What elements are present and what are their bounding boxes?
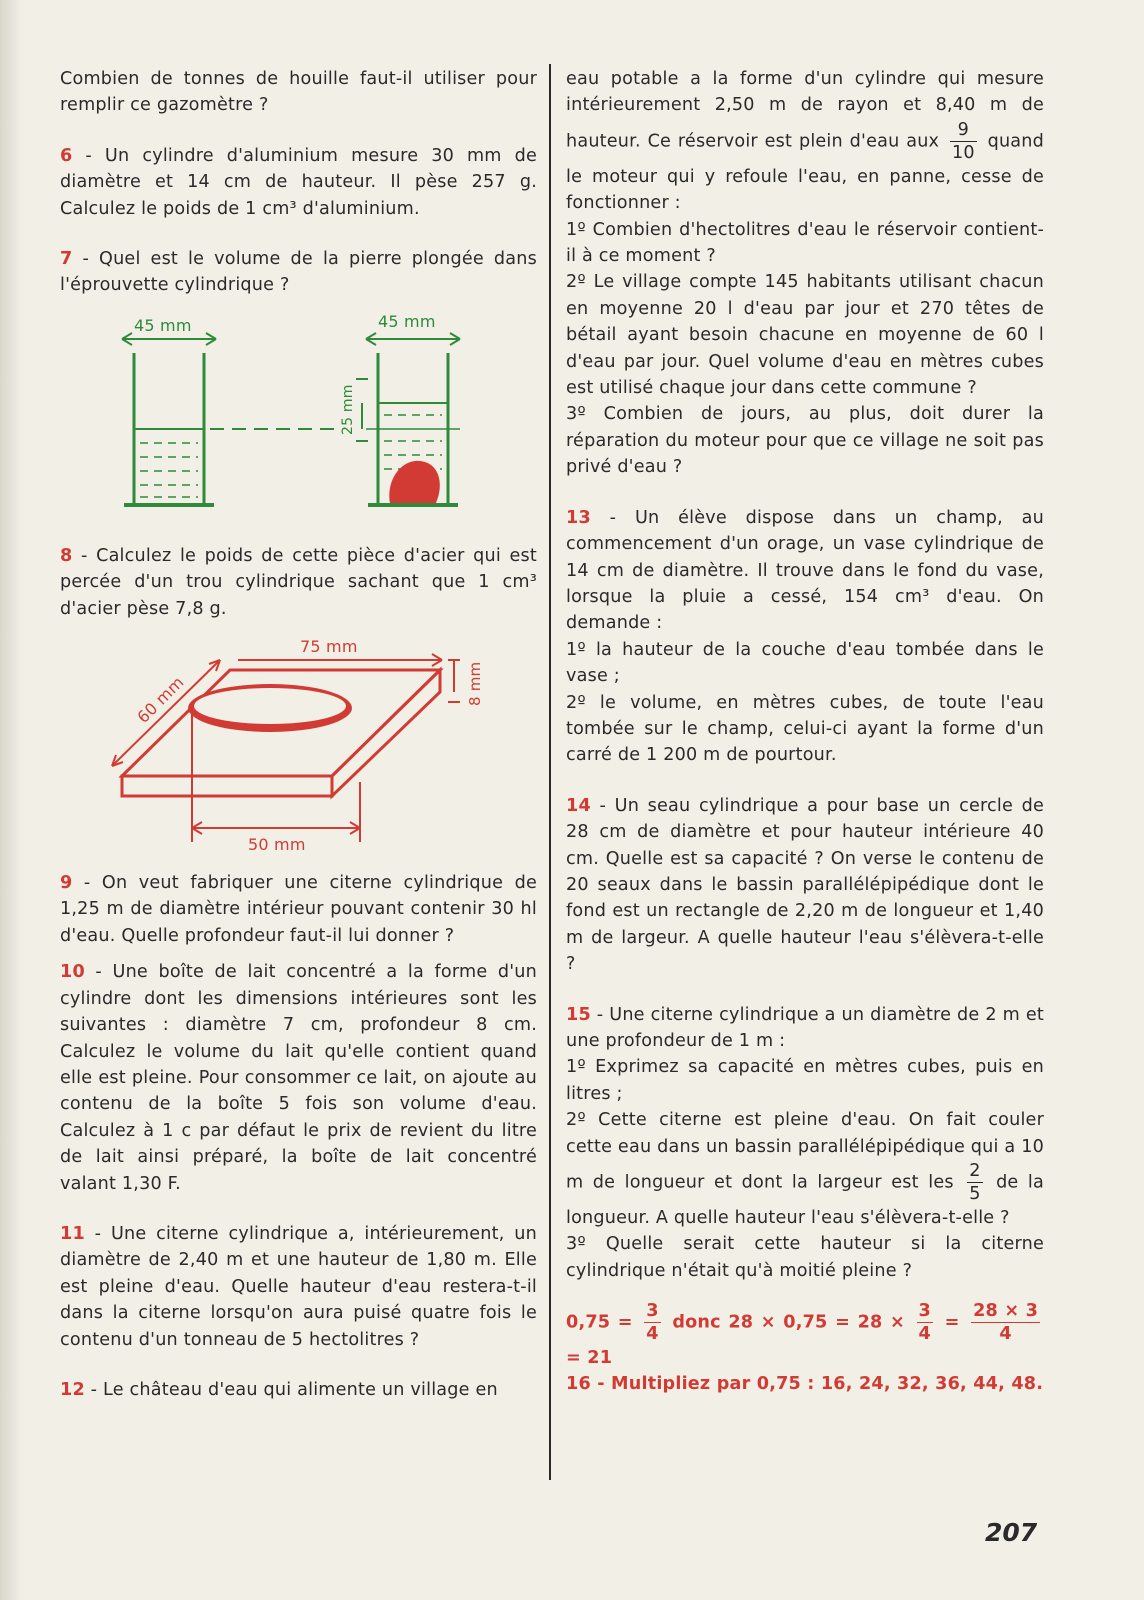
exercise-13-question-1: 1º la hauteur de la couche d'eau tombée dans le vase ;: [566, 639, 1044, 687]
exercise-text: - Quel est le volume de la pierre plongée dans l'éprouvette cylindrique ?: [60, 249, 537, 296]
exercise-number: 11: [60, 1223, 85, 1244]
exercise-text: - Multipliez par 0,75 : 16, 24, 32, 36, 44, 48.: [590, 1374, 1044, 1395]
exercise-text: - Calculez le poids de cette pièce d'acier qui est percée d'un trou cylindrique sachant que 1 cm³ d'acier pèse 7,8 g.: [60, 545, 537, 619]
fraction-denominator: 4: [918, 1324, 931, 1345]
worked-example: [566, 1300, 1044, 1371]
exercise-number: 6: [60, 145, 73, 166]
exercise-9: [60, 870, 537, 949]
figure-label-width-right: 45 mm: [378, 311, 436, 331]
exercise-13-question-2: 2º le volume, en mètres cubes, de toute l'eau tombée sur le champ, celui-ci ayant la forme d'un carré de 1 200 m de pourtour.: [566, 692, 1044, 766]
exercise-14: [566, 793, 1044, 978]
exercise-11: [60, 1221, 537, 1353]
exercise-text: - Une citerne cylindrique a un diamètre de 2 m et une profondeur de 1 m :: [566, 1004, 1044, 1051]
exercise-text: - On veut fabriquer une citerne cylindrique de 1,25 m de diamètre intérieur pouvant contenir 30 hl d'eau. Quelle profondeur faut-il lui donner ?: [60, 873, 537, 946]
figure-label-thickness: 8 mm: [466, 661, 484, 707]
exercise-10: [60, 959, 537, 1197]
exercise-text: 2º Cette citerne est pleine d'eau. On fait couler cette eau dans un bassin parallélépipédique qui a 10 m de longueur et dont la largeur est: [566, 1110, 1044, 1193]
exercise-text: - Le château d'eau qui alimente un village en: [84, 1379, 498, 1400]
fraction: [971, 1300, 1040, 1345]
exercise-number: 16: [566, 1374, 591, 1395]
figure-label-height: 25 mm: [340, 384, 356, 435]
exercise-text: eau potable a la forme d'un cylindre qui mesure intérieurement 2,50 m de rayon et 8,40 m de hauteur. Ce réservoir est plein d'eau aux: [566, 69, 1044, 152]
fraction-denominator: 4: [646, 1324, 659, 1345]
intro-text: Combien de tonnes de houille faut-il utiliser pour remplir ce gazomètre ?: [60, 69, 537, 116]
fraction-denominator: 4: [999, 1324, 1012, 1345]
calc-part: =: [944, 1312, 960, 1333]
figure-label-width: 60 mm: [133, 672, 188, 727]
exercise-number: 10: [60, 962, 85, 983]
exercise-text: - Un seau cylindrique a pour base un cercle de 28 cm de diamètre et pour hauteur intérieure 40 cm. Quelle est sa capacité ? On verse le contenu de 20 seaux dans le bassin parallélépipédique dont le fond est un rectangle de 2,20 m de longueur et 1,40 m de largeur. A quelle hauteur l'eau s'élèvera-t-elle ?: [566, 795, 1044, 975]
calc-part: = 21: [566, 1348, 613, 1369]
exercise-text: - Un élève dispose dans un champ, au commencement d'un orage, un vase cylindrique de 14 cm de diamètre. Il trouve dans le fond du vase, lorsque la pluie a cessé, 154 cm³ d'eau. On demande :: [566, 507, 1044, 634]
figure-label-width-left: 45 mm: [134, 315, 192, 335]
exercise-8: [60, 543, 537, 622]
fraction: [644, 1300, 660, 1345]
exercise-16: [566, 1371, 1044, 1397]
exercise-number: 7: [60, 249, 73, 270]
fraction: [967, 1160, 982, 1205]
fraction: [950, 119, 977, 164]
exercise-text: les: [928, 1172, 954, 1193]
fraction-numerator: 3: [646, 1301, 659, 1322]
exercise-12: [60, 1377, 537, 1403]
fraction-denominator: 5: [969, 1184, 981, 1205]
exercise-12-question-1: 1º Combien d'hectolitres d'eau le réservoir contient-il à ce moment ?: [566, 219, 1044, 267]
exercise-12-question-2: 2º Le village compte 145 habitants utilisant chacun en moyenne 20 l d'eau par jour et 270 têtes de bétail ayant besoin chacune en moyenne de 60 l d'eau par jour. Quel volume d'eau en mètres cubes est utilisé chaque jour dans cette commune ?: [566, 272, 1044, 399]
exercise-number: 14: [566, 795, 591, 816]
figure-graduated-cylinders: [60, 309, 480, 519]
exercise-text: quand le moteur qui y refoule l'eau, en panne, cesse de fonctionner :: [566, 131, 1045, 214]
figure-steel-plate: [60, 632, 510, 856]
exercise-text: - Une boîte de lait concentré a la forme d'un cylindre dont les dimensions intérieures sont les suivantes : diamètre 7 cm, profondeur 8 cm. Calculez le volume du lait qu'elle contient quand elle est pleine. Pour consommer ce lait, on ajoute au contenu de la boîte 5 fois son volume d'eau. Calculez à 1 c par défaut le prix de revient du litre de lait ainsi préparé, la boîte de lait concentré valant 1,30 F.: [60, 962, 537, 1194]
fraction-numerator: 9: [950, 119, 977, 142]
right-column: [566, 66, 1044, 1398]
exercise-text: - Une citerne cylindrique a, intérieurement, un diamètre de 2,40 m et une hauteur de 1,80 m. Elle est pleine d'eau. Quelle hauteur d'eau restera-t-il dans la citerne lorsqu'on aura puisé quatre fois le contenu d'un tonneau de 5 hectolitres ?: [60, 1223, 537, 1350]
exercise-15-question-3: 3º Quelle serait cette hauteur si la citerne cylindrique n'était qu'à moitié pleine ?: [566, 1234, 1044, 1281]
exercise-text: - Un cylindre d'aluminium mesure 30 mm de diamètre et 14 cm de hauteur. Il pèse 257 g. Calculez le poids de 1 cm³ d'aluminium.: [60, 145, 537, 219]
fraction-denominator: 10: [951, 142, 975, 163]
exercise-12-question-3: 3º Combien de jours, au plus, doit durer la réparation du moteur pour que ce village ne soit pas privé d'eau ?: [566, 404, 1044, 478]
left-column: [60, 66, 537, 1403]
exercise-12-continued: [566, 66, 1044, 217]
fraction-numerator: 2: [969, 1161, 981, 1182]
exercise-number: 15: [566, 1004, 591, 1025]
exercise-15-question-2: [566, 1107, 1044, 1231]
fraction: [917, 1300, 933, 1345]
exercise-number: 12: [60, 1379, 85, 1400]
exercise-7: [60, 246, 537, 299]
figure-label-diameter: 50 mm: [248, 835, 306, 855]
exercise-15: [566, 1002, 1044, 1055]
page-number: 207: [985, 1518, 1038, 1547]
fraction-numerator: 28 × 3: [973, 1301, 1039, 1322]
exercise-15-question-1: 1º Exprimez sa capacité en mètres cubes, puis en litres ;: [566, 1057, 1044, 1104]
exercise-6: [60, 143, 537, 222]
fraction-numerator: 3: [918, 1301, 931, 1322]
exercise-number: 13: [566, 507, 591, 528]
figure-label-length: 75 mm: [300, 637, 358, 657]
calc-part: donc 28 × 0,75 = 28 ×: [672, 1312, 905, 1333]
column-divider: [549, 64, 551, 1480]
exercise-text: de la longueur. A quelle hauteur l'eau s'élèvera-t-elle ?: [566, 1172, 1044, 1229]
calc-part: 0,75 =: [566, 1312, 633, 1333]
exercise-13: [566, 505, 1044, 637]
exercise-number: 8: [60, 545, 73, 566]
exercise-number: 9: [60, 873, 73, 894]
page-edge: [0, 0, 22, 1600]
